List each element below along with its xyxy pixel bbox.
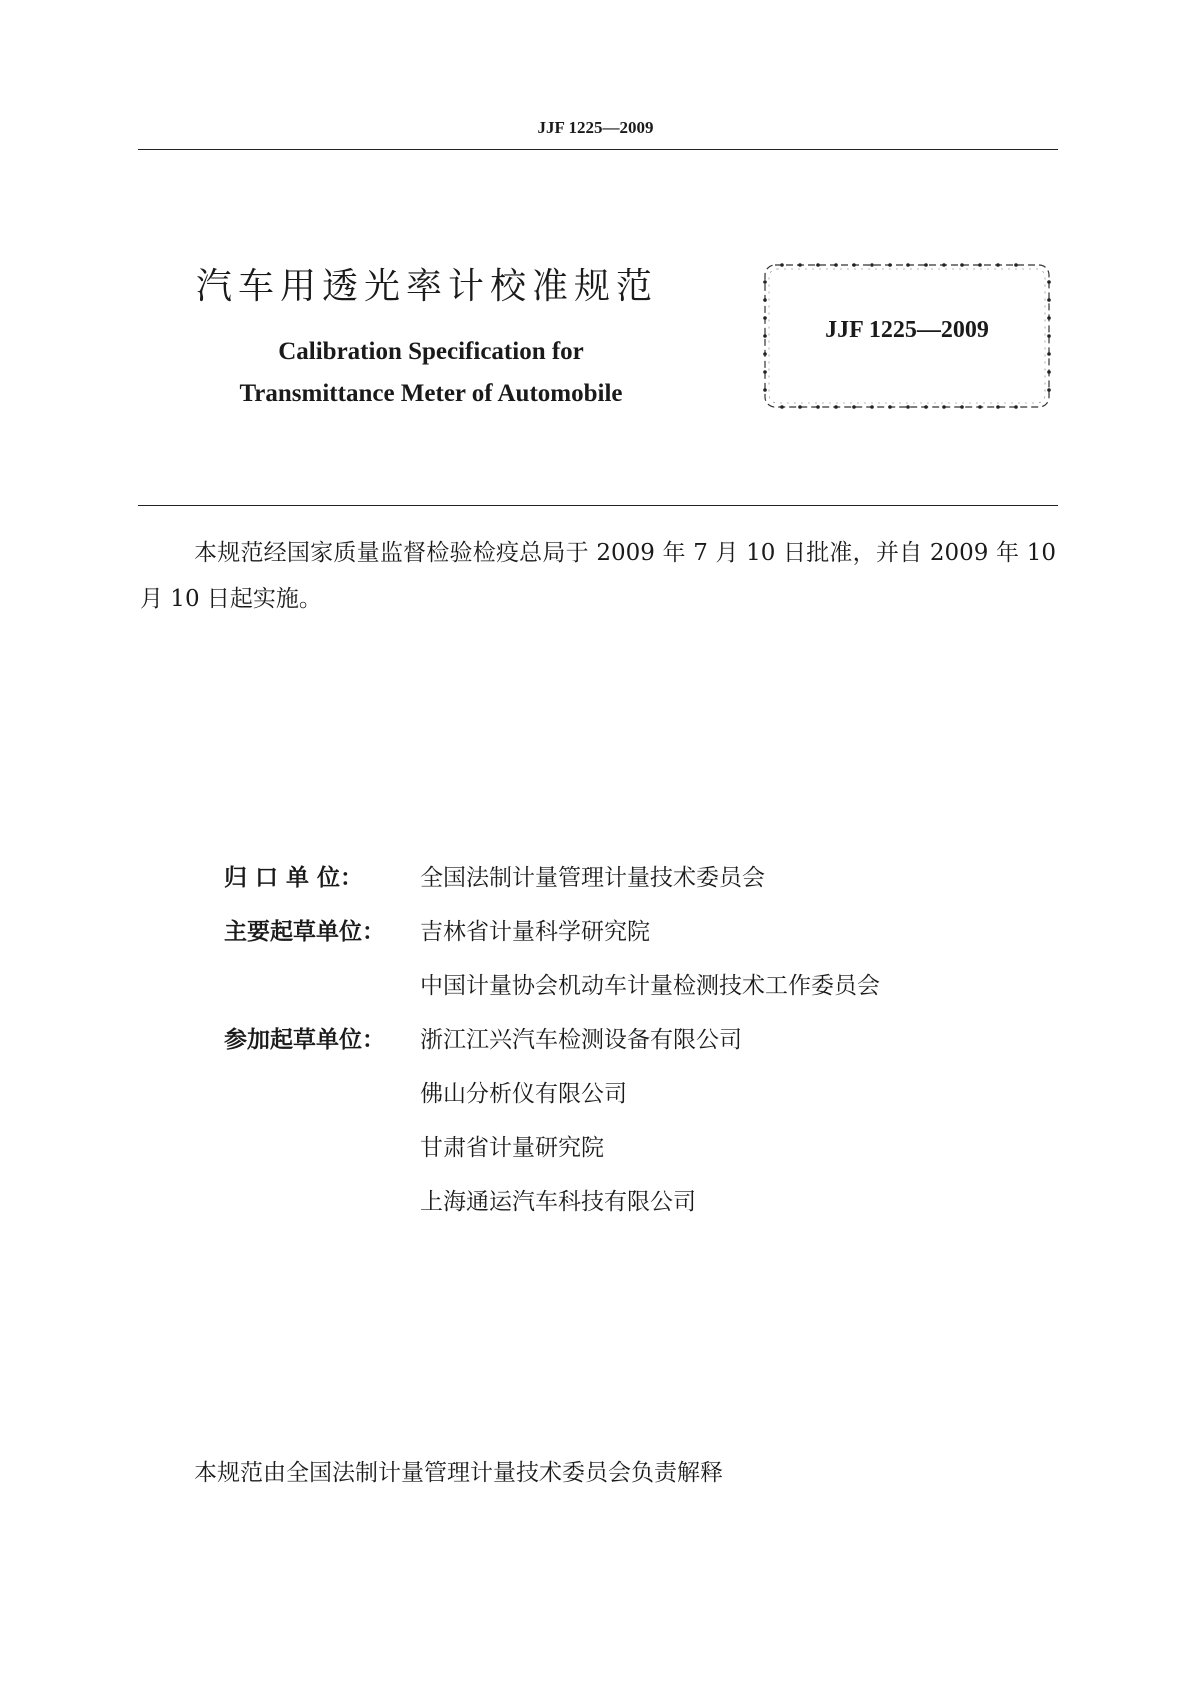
border-dot xyxy=(1047,388,1051,392)
title-chinese: 汽车用透光率计校准规范 xyxy=(196,266,659,307)
border-dot xyxy=(798,263,802,267)
unit-label: 归 口 单 位： xyxy=(224,864,364,891)
unit-row xyxy=(224,902,880,956)
border-dot xyxy=(870,263,874,267)
title-english-line-2: Transmittance Meter of Automobile xyxy=(239,380,623,407)
border-dot xyxy=(1014,405,1018,409)
unit-value: 吉林省计量科学研究院 xyxy=(420,918,650,945)
unit-row xyxy=(224,1172,880,1226)
unit-value: 全国法制计量管理计量技术委员会 xyxy=(420,864,765,891)
border-dot xyxy=(888,405,892,409)
border-dot xyxy=(763,370,767,374)
border-dot xyxy=(906,405,910,409)
border-dot xyxy=(870,405,874,409)
border-dot xyxy=(978,405,982,409)
border-dot xyxy=(924,405,928,409)
border-dot xyxy=(942,263,946,267)
approval-statement: 本规范经国家质量监督检验检疫总局于 2009 年 7 月 10 日批准，并自 2009 年 10 月 10 日起实施。 xyxy=(140,540,1056,612)
drafting-units-list xyxy=(224,848,880,1226)
unit-row xyxy=(224,1064,880,1118)
middle-divider xyxy=(138,505,1058,506)
unit-label: 主要起草单位： xyxy=(224,918,385,945)
border-dot xyxy=(978,263,982,267)
interpretation-note: 本规范由全国法制计量管理计量技术委员会负责解释 xyxy=(194,1460,723,1486)
unit-value: 浙江江兴汽车检测设备有限公司 xyxy=(420,1026,742,1053)
unit-row xyxy=(224,1118,880,1172)
border-dot xyxy=(852,405,856,409)
top-divider xyxy=(138,149,1058,150)
unit-value: 中国计量协会机动车计量检测技术工作委员会 xyxy=(420,972,880,999)
border-dot xyxy=(1047,352,1051,356)
unit-value: 甘肃省计量研究院 xyxy=(420,1134,604,1161)
border-dot xyxy=(888,263,892,267)
border-dot xyxy=(816,405,820,409)
unit-value: 上海通运汽车科技有限公司 xyxy=(420,1188,696,1215)
border-dot xyxy=(996,405,1000,409)
standard-code-box-text: JJF 1225—2009 xyxy=(825,317,989,343)
standard-code-box xyxy=(762,262,1052,410)
border-dot xyxy=(924,263,928,267)
border-dot xyxy=(763,298,767,302)
unit-row xyxy=(224,1010,880,1064)
border-dot xyxy=(1047,280,1051,284)
unit-label: 参加起草单位： xyxy=(224,1026,385,1053)
title-english-line-1: Calibration Specification for xyxy=(278,338,584,365)
border-dot xyxy=(763,352,767,356)
border-dot xyxy=(1047,298,1051,302)
unit-row xyxy=(224,848,880,902)
border-dot xyxy=(996,263,1000,267)
border-dot xyxy=(763,280,767,284)
border-dot xyxy=(780,405,784,409)
border-dot xyxy=(1014,263,1018,267)
border-dot xyxy=(834,263,838,267)
border-dot xyxy=(942,405,946,409)
border-dot xyxy=(960,263,964,267)
border-dot xyxy=(960,405,964,409)
border-dot xyxy=(816,263,820,267)
border-dot xyxy=(798,405,802,409)
border-dot xyxy=(906,263,910,267)
border-dot xyxy=(834,405,838,409)
unit-value: 佛山分析仪有限公司 xyxy=(420,1080,627,1107)
header-standard-code: JJF 1225—2009 xyxy=(537,118,654,137)
border-dot xyxy=(1047,370,1051,374)
border-dot xyxy=(780,263,784,267)
border-dot xyxy=(852,263,856,267)
unit-row xyxy=(224,956,880,1010)
border-dot xyxy=(763,388,767,392)
